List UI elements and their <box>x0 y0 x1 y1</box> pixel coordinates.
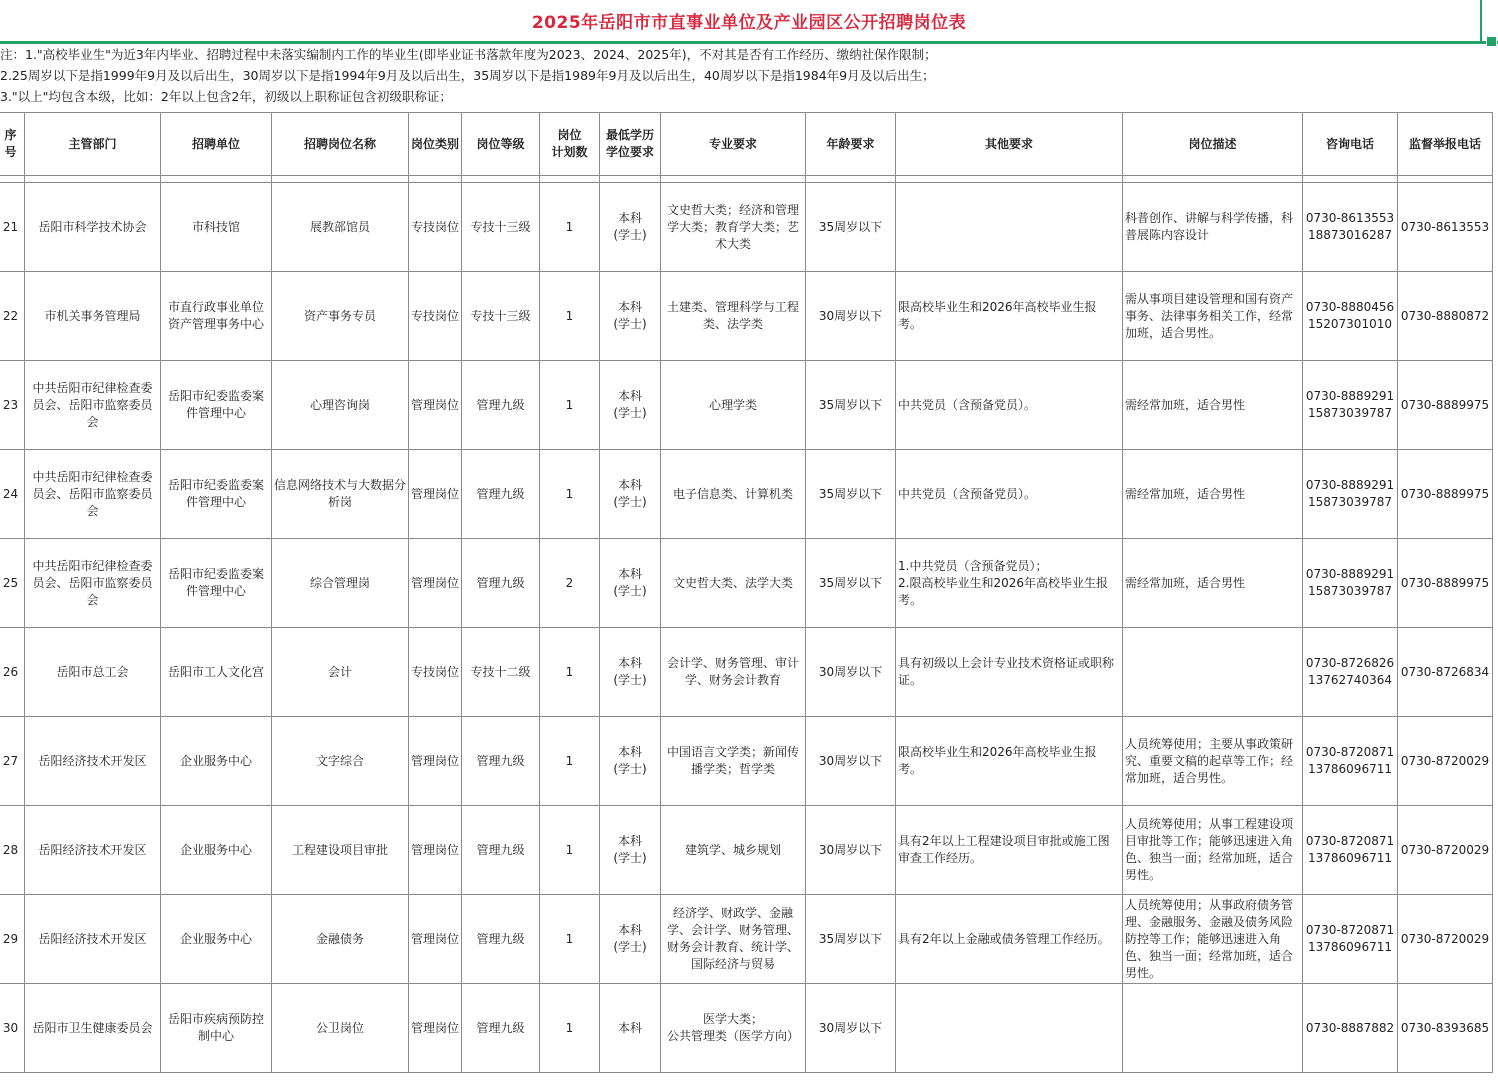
col-level-cell[interactable]: 管理九级 <box>462 539 540 628</box>
spacer-cell <box>1398 176 1493 183</box>
col-department-cell[interactable]: 岳阳经济技术开发区 <box>25 895 161 984</box>
col-no-cell[interactable]: 24 <box>0 450 25 539</box>
col-count-cell[interactable]: 1 <box>540 450 600 539</box>
header-col-age: 年龄要求 <box>806 113 896 176</box>
col-unit-cell[interactable]: 企业服务中心 <box>161 717 272 806</box>
col-count-cell[interactable]: 1 <box>540 806 600 895</box>
col-category-cell[interactable]: 管理岗位 <box>409 361 462 450</box>
col-phone-cell[interactable]: 0730-8887882 <box>1303 984 1398 1073</box>
table-row <box>0 539 1493 628</box>
col-count-cell[interactable]: 1 <box>540 183 600 272</box>
col-description-cell[interactable]: 需经常加班，适合男性 <box>1123 539 1303 628</box>
spacer-row <box>0 176 1493 183</box>
col-report-phone-cell[interactable]: 0730-8720029 <box>1398 806 1493 895</box>
col-level-cell[interactable]: 管理九级 <box>462 984 540 1073</box>
table-row <box>0 628 1493 717</box>
col-level-cell[interactable]: 专技十三级 <box>462 183 540 272</box>
col-unit-cell[interactable]: 市科技馆 <box>161 183 272 272</box>
col-category-cell[interactable]: 管理岗位 <box>409 450 462 539</box>
col-level-cell[interactable]: 专技十三级 <box>462 272 540 361</box>
spacer-cell <box>272 176 409 183</box>
col-position-cell[interactable]: 展教部馆员 <box>272 183 409 272</box>
col-department-cell[interactable]: 中共岳阳市纪律检查委员会、岳阳市监察委员会 <box>25 361 161 450</box>
header-col-department: 主管部门 <box>25 113 161 176</box>
col-position-cell[interactable]: 金融债务 <box>272 895 409 984</box>
header-col-unit: 招聘单位 <box>161 113 272 176</box>
header-col-category: 岗位类别 <box>409 113 462 176</box>
spacer-cell <box>540 176 600 183</box>
col-phone-cell[interactable]: 0730-8889291 15873039787 <box>1303 539 1398 628</box>
col-report-phone-cell[interactable]: 0730-8889975 <box>1398 539 1493 628</box>
col-position-cell[interactable]: 工程建设项目审批 <box>272 806 409 895</box>
col-position-cell[interactable]: 信息网络技术与大数据分析岗 <box>272 450 409 539</box>
col-count-cell[interactable]: 1 <box>540 895 600 984</box>
col-level-cell[interactable]: 管理九级 <box>462 361 540 450</box>
col-description-cell[interactable]: 科普创作、讲解与科学传播，科普展陈内容设计 <box>1123 183 1303 272</box>
col-unit-cell[interactable]: 岳阳市纪委监委案件管理中心 <box>161 361 272 450</box>
col-major-cell[interactable]: 中国语言文学类；新闻传播学类；哲学类 <box>661 717 806 806</box>
spacer-cell <box>806 176 896 183</box>
col-major-cell[interactable]: 心理学类 <box>661 361 806 450</box>
spacer-cell <box>0 176 25 183</box>
col-level-cell[interactable]: 管理九级 <box>462 450 540 539</box>
note-line: 3."以上"均包含本级，比如：2年以上包含2年，初级以上职称证包含初级职称证； <box>0 89 452 104</box>
col-age-cell[interactable]: 30周岁以下 <box>806 272 896 361</box>
col-age-cell[interactable]: 30周岁以下 <box>806 717 896 806</box>
col-count-cell[interactable]: 1 <box>540 717 600 806</box>
header-col-education: 最低学历 学位要求 <box>600 113 661 176</box>
table-row <box>0 272 1493 361</box>
title-bar <box>0 0 1498 44</box>
col-unit-cell[interactable]: 岳阳市纪委监委案件管理中心 <box>161 539 272 628</box>
col-age-cell[interactable]: 30周岁以下 <box>806 628 896 717</box>
note-line: 注：1."高校毕业生"为近3年内毕业、招聘过程中未落实编制内工作的毕业生(即毕业证书落款年度为2023、2024、2025年)，不对其是否有工作经历、缴纳社保作限制； <box>0 47 937 62</box>
table-row <box>0 984 1493 1073</box>
col-position-cell[interactable]: 心理咨询岗 <box>272 361 409 450</box>
col-description-cell[interactable]: 人员统筹使用；主要从事政策研究、重要文稿的起草等工作；经常加班，适合男性。 <box>1123 717 1303 806</box>
col-description-cell[interactable]: 需经常加班，适合男性 <box>1123 361 1303 450</box>
col-major-cell[interactable]: 会计学、财务管理、审计学、财务会计教育 <box>661 628 806 717</box>
col-no-cell[interactable]: 21 <box>0 183 25 272</box>
header-col-major: 专业要求 <box>661 113 806 176</box>
col-description-cell[interactable]: 人员统筹使用；从事工程建设项目审批等工作；能够迅速进入角色、独当一面；经常加班，适合男性。 <box>1123 806 1303 895</box>
col-department-cell[interactable]: 中共岳阳市纪律检查委员会、岳阳市监察委员会 <box>25 450 161 539</box>
col-other-cell[interactable]: 中共党员（含预备党员）。 <box>896 361 1123 450</box>
col-phone-cell[interactable]: 0730-8880456 15207301010 <box>1303 272 1398 361</box>
col-other-cell[interactable]: 1.中共党员（含预备党员）； 2.限高校毕业生和2026年高校毕业生报考。 <box>896 539 1123 628</box>
col-count-cell[interactable]: 1 <box>540 272 600 361</box>
header-col-report-phone: 监督举报电话 <box>1398 113 1493 176</box>
col-major-cell[interactable]: 文史哲大类、法学大类 <box>661 539 806 628</box>
col-count-cell[interactable]: 1 <box>540 984 600 1073</box>
col-count-cell[interactable]: 1 <box>540 361 600 450</box>
col-category-cell[interactable]: 专技岗位 <box>409 272 462 361</box>
col-education-cell[interactable]: 本科 (学士) <box>600 806 661 895</box>
col-age-cell[interactable]: 35周岁以下 <box>806 183 896 272</box>
col-phone-cell[interactable]: 0730-8720871 13786096711 <box>1303 717 1398 806</box>
col-report-phone-cell[interactable]: 0730-8720029 <box>1398 717 1493 806</box>
col-category-cell[interactable]: 管理岗位 <box>409 984 462 1073</box>
col-category-cell[interactable]: 专技岗位 <box>409 183 462 272</box>
col-age-cell[interactable]: 30周岁以下 <box>806 806 896 895</box>
col-level-cell[interactable]: 管理九级 <box>462 806 540 895</box>
col-education-cell[interactable]: 本科 (学士) <box>600 539 661 628</box>
spacer-cell <box>1123 176 1303 183</box>
col-position-cell[interactable]: 公卫岗位 <box>272 984 409 1073</box>
col-report-phone-cell[interactable]: 0730-8889975 <box>1398 361 1493 450</box>
col-category-cell[interactable]: 管理岗位 <box>409 895 462 984</box>
col-unit-cell[interactable]: 企业服务中心 <box>161 806 272 895</box>
col-count-cell[interactable]: 1 <box>540 628 600 717</box>
col-category-cell[interactable]: 管理岗位 <box>409 539 462 628</box>
col-age-cell[interactable]: 35周岁以下 <box>806 895 896 984</box>
col-other-cell[interactable]: 限高校毕业生和2026年高校毕业生报考。 <box>896 717 1123 806</box>
col-report-phone-cell[interactable]: 0730-8889975 <box>1398 450 1493 539</box>
table-row <box>0 895 1493 984</box>
spacer-cell <box>462 176 540 183</box>
col-category-cell[interactable]: 管理岗位 <box>409 717 462 806</box>
col-position-cell[interactable]: 会计 <box>272 628 409 717</box>
col-phone-cell[interactable]: 0730-8613553 18873016287 <box>1303 183 1398 272</box>
notes <box>0 44 1498 107</box>
header-col-no: 序号 <box>0 113 25 176</box>
col-major-cell[interactable]: 经济学、财政学、金融学、会计学、财务管理、财务会计教育、统计学、国际经济与贸易 <box>661 895 806 984</box>
col-no-cell[interactable]: 27 <box>0 717 25 806</box>
spacer-cell <box>409 176 462 183</box>
col-other-cell[interactable]: 中共党员（含预备党员）。 <box>896 450 1123 539</box>
col-other-cell[interactable]: 具有2年以上金融或债务管理工作经历。 <box>896 895 1123 984</box>
col-age-cell[interactable]: 35周岁以下 <box>806 450 896 539</box>
col-position-cell[interactable]: 文字综合 <box>272 717 409 806</box>
col-phone-cell[interactable]: 0730-8889291 15873039787 <box>1303 450 1398 539</box>
col-count-cell[interactable]: 2 <box>540 539 600 628</box>
table-row <box>0 361 1493 450</box>
header-col-phone: 咨询电话 <box>1303 113 1398 176</box>
col-no-cell[interactable]: 28 <box>0 806 25 895</box>
col-education-cell[interactable]: 本科 (学士) <box>600 183 661 272</box>
note-line: 2.25周岁以下是指1999年9月及以后出生，30周岁以下是指1994年9月及以后出生，35周岁以下是指1989年9月及以后出生，40周岁以下是指1984年9月及以后出生； <box>0 68 935 83</box>
col-category-cell[interactable]: 管理岗位 <box>409 806 462 895</box>
col-education-cell[interactable]: 本科 <box>600 984 661 1073</box>
col-description-cell[interactable]: 需经常加班，适合男性 <box>1123 450 1303 539</box>
col-phone-cell[interactable]: 0730-8726826 13762740364 <box>1303 628 1398 717</box>
col-other-cell[interactable]: 具有2年以上工程建设项目审批或施工图审查工作经历。 <box>896 806 1123 895</box>
col-no-cell[interactable]: 30 <box>0 984 25 1073</box>
col-report-phone-cell[interactable]: 0730-8393685 <box>1398 984 1493 1073</box>
col-phone-cell[interactable]: 0730-8720871 13786096711 <box>1303 895 1398 984</box>
col-phone-cell[interactable]: 0730-8720871 13786096711 <box>1303 806 1398 895</box>
col-unit-cell[interactable]: 岳阳市纪委监委案件管理中心 <box>161 450 272 539</box>
col-department-cell[interactable]: 岳阳市科学技术协会 <box>25 183 161 272</box>
col-level-cell[interactable]: 管理九级 <box>462 717 540 806</box>
col-age-cell[interactable]: 30周岁以下 <box>806 984 896 1073</box>
col-report-phone-cell[interactable]: 0730-8880872 <box>1398 272 1493 361</box>
col-unit-cell[interactable]: 岳阳市疾病预防控制中心 <box>161 984 272 1073</box>
col-education-cell[interactable]: 本科 (学士) <box>600 361 661 450</box>
col-department-cell[interactable]: 岳阳经济技术开发区 <box>25 806 161 895</box>
col-age-cell[interactable]: 35周岁以下 <box>806 361 896 450</box>
col-other-cell[interactable]: 具有初级以上会计专业技术资格证或职称证。 <box>896 628 1123 717</box>
table-row <box>0 183 1493 272</box>
col-description-cell[interactable] <box>1123 628 1303 717</box>
col-major-cell[interactable]: 建筑学、城乡规划 <box>661 806 806 895</box>
col-major-cell[interactable]: 土建类、管理科学与工程类、法学类 <box>661 272 806 361</box>
col-phone-cell[interactable]: 0730-8889291 15873039787 <box>1303 361 1398 450</box>
col-other-cell[interactable]: 限高校毕业生和2026年高校毕业生报考。 <box>896 272 1123 361</box>
col-education-cell[interactable]: 本科 (学士) <box>600 272 661 361</box>
col-report-phone-cell[interactable]: 0730-8720029 <box>1398 895 1493 984</box>
col-unit-cell[interactable]: 企业服务中心 <box>161 895 272 984</box>
col-report-phone-cell[interactable]: 0730-8726834 <box>1398 628 1493 717</box>
spacer-cell <box>1303 176 1398 183</box>
col-education-cell[interactable]: 本科 (学士) <box>600 717 661 806</box>
col-education-cell[interactable]: 本科 (学士) <box>600 450 661 539</box>
col-department-cell[interactable]: 岳阳市卫生健康委员会 <box>25 984 161 1073</box>
col-department-cell[interactable]: 岳阳市总工会 <box>25 628 161 717</box>
col-other-cell[interactable] <box>896 183 1123 272</box>
col-category-cell[interactable]: 专技岗位 <box>409 628 462 717</box>
header-col-description: 岗位描述 <box>1123 113 1303 176</box>
spacer-cell <box>600 176 661 183</box>
spacer-cell <box>25 176 161 183</box>
header-col-other: 其他要求 <box>896 113 1123 176</box>
col-position-cell[interactable]: 资产事务专员 <box>272 272 409 361</box>
spacer-cell <box>661 176 806 183</box>
spacer-cell <box>896 176 1123 183</box>
col-description-cell[interactable] <box>1123 984 1303 1073</box>
col-department-cell[interactable]: 岳阳经济技术开发区 <box>25 717 161 806</box>
col-position-cell[interactable]: 综合管理岗 <box>272 539 409 628</box>
header-col-position: 招聘岗位名称 <box>272 113 409 176</box>
table-row <box>0 450 1493 539</box>
col-unit-cell[interactable]: 市直行政事业单位资产管理事务中心 <box>161 272 272 361</box>
col-education-cell[interactable]: 本科 (学士) <box>600 628 661 717</box>
col-level-cell[interactable]: 管理九级 <box>462 895 540 984</box>
col-education-cell[interactable]: 本科 (学士) <box>600 895 661 984</box>
table-row <box>0 717 1493 806</box>
col-major-cell[interactable]: 电子信息类、计算机类 <box>661 450 806 539</box>
recruitment-table <box>0 112 1493 1073</box>
table-row <box>0 806 1493 895</box>
col-report-phone-cell[interactable]: 0730-8613553 <box>1398 183 1493 272</box>
col-no-cell[interactable]: 25 <box>0 539 25 628</box>
col-other-cell[interactable] <box>896 984 1123 1073</box>
col-department-cell[interactable]: 中共岳阳市纪律检查委员会、岳阳市监察委员会 <box>25 539 161 628</box>
page-title: 2025年岳阳市市直事业单位及产业园区公开招聘岗位表 <box>531 13 967 33</box>
header-col-level: 岗位等级 <box>462 113 540 176</box>
col-no-cell[interactable]: 23 <box>0 361 25 450</box>
spacer-cell <box>161 176 272 183</box>
col-major-cell[interactable]: 医学大类； 公共管理类（医学方向） <box>661 984 806 1073</box>
header-col-count: 岗位 计划数 <box>540 113 600 176</box>
col-major-cell[interactable]: 文史哲大类；经济和管理学大类；教育学大类；艺术大类 <box>661 183 806 272</box>
header-row <box>0 113 1493 176</box>
col-no-cell[interactable]: 29 <box>0 895 25 984</box>
col-department-cell[interactable]: 市机关事务管理局 <box>25 272 161 361</box>
col-no-cell[interactable]: 22 <box>0 272 25 361</box>
col-no-cell[interactable]: 26 <box>0 628 25 717</box>
col-unit-cell[interactable]: 岳阳市工人文化宫 <box>161 628 272 717</box>
col-description-cell[interactable]: 人员统筹使用；从事政府债务管理、金融服务、金融及债务风险防控等工作；能够迅速进入角色、独当一面；经常加班，适合男性。 <box>1123 895 1303 984</box>
selection-border <box>1480 0 1482 44</box>
col-level-cell[interactable]: 专技十二级 <box>462 628 540 717</box>
col-age-cell[interactable]: 35周岁以下 <box>806 539 896 628</box>
col-description-cell[interactable]: 需从事项目建设管理和国有资产事务、法律事务相关工作，经常加班，适合男性。 <box>1123 272 1303 361</box>
